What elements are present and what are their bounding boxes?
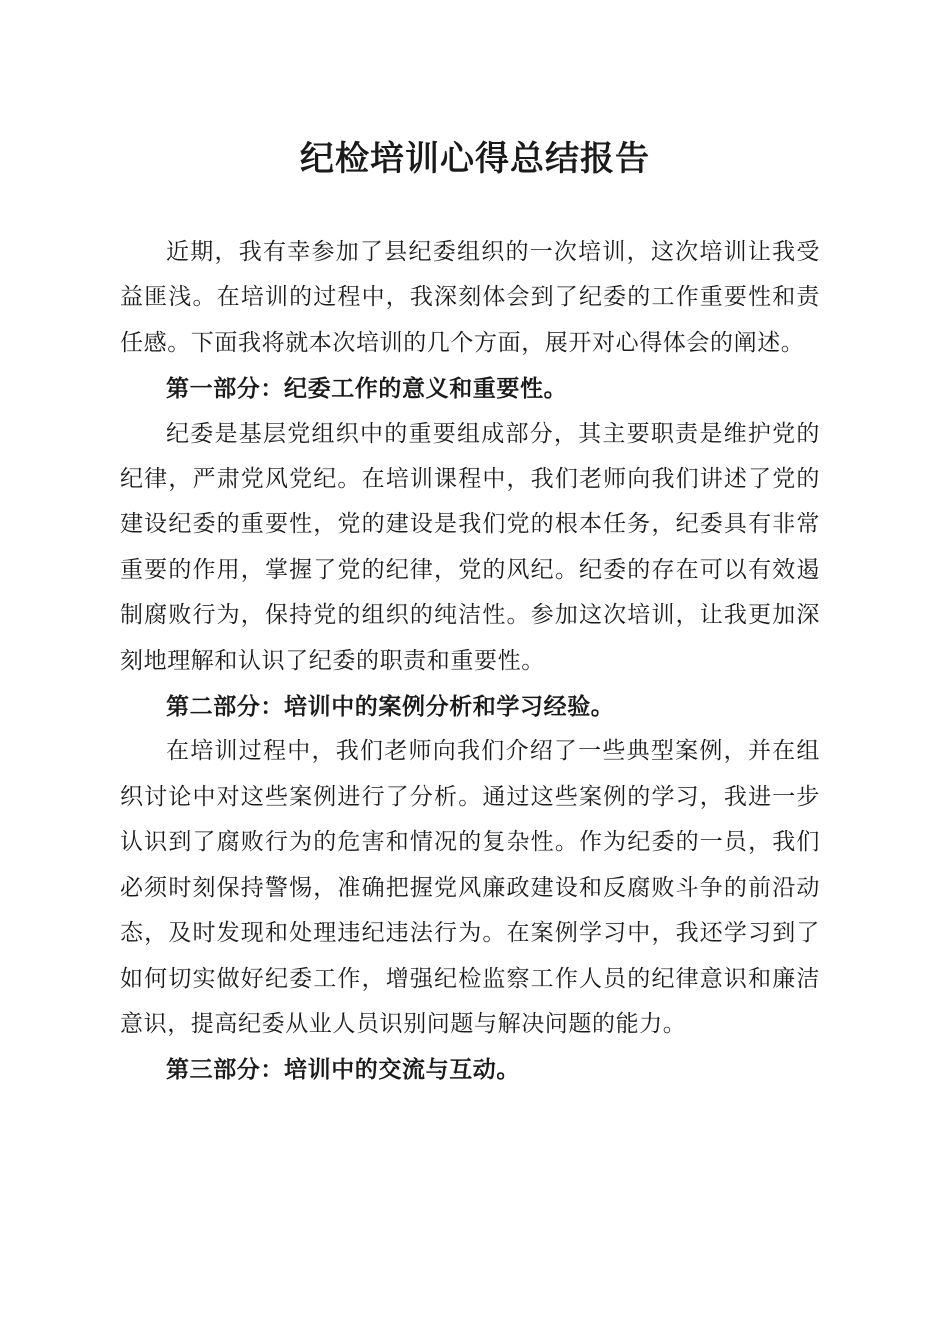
- section-heading-2: 第二部分：培训中的案例分析和学习经验。: [166, 693, 615, 721]
- section-2-paragraph: 在培训过程中，我们老师向我们介绍了一些典型案例，并在组织讨论中对这些案例进行了分析。通过这些案例的学习，我进一步认识到了腐败行为的危害和情况的复杂性。作为纪委的一员，我们必须时刻保持警惕，准确把握党风廉政建设和反腐败斗争的前沿动态，及时发现和处理违纪违法行为。在案例学习中，我还学习到了如何切实做好纪委工作，增强纪检监察工作人员的纪律意识和廉洁意识，提高纪委从业人员识别问题与解决问题的能力。: [120, 738, 820, 1037]
- intro-paragraph: 近期，我有幸参加了县纪委组织的一次培训，这次培训让我受益匪浅。在培训的过程中，我深刻体会到了纪委的工作重要性和责任感。下面我将就本次培训的几个方面，展开对心得体会的阐述。: [120, 239, 820, 356]
- section-heading-1: 第一部分：纪委工作的意义和重要性。: [166, 375, 568, 403]
- section-heading-3: 第三部分：培训中的交流与互动。: [166, 1056, 520, 1084]
- section-1-paragraph: 纪委是基层党组织中的重要组成部分，其主要职责是维护党的纪律，严肃党风党纪。在培训课程中，我们老师向我们讲述了党的建设纪委的重要性，党的建设是我们党的根本任务，纪委具有非常重要的作用，掌握了党的纪律，党的风纪。纪委的存在可以有效遏制腐败行为，保持党的组织的纯洁性。参加这次培训，让我更加深刻地理解和认识了纪委的职责和重要性。: [120, 420, 820, 674]
- document-body: [120, 230, 820, 1093]
- document-title: 纪检培训心得总结报告: [300, 139, 650, 179]
